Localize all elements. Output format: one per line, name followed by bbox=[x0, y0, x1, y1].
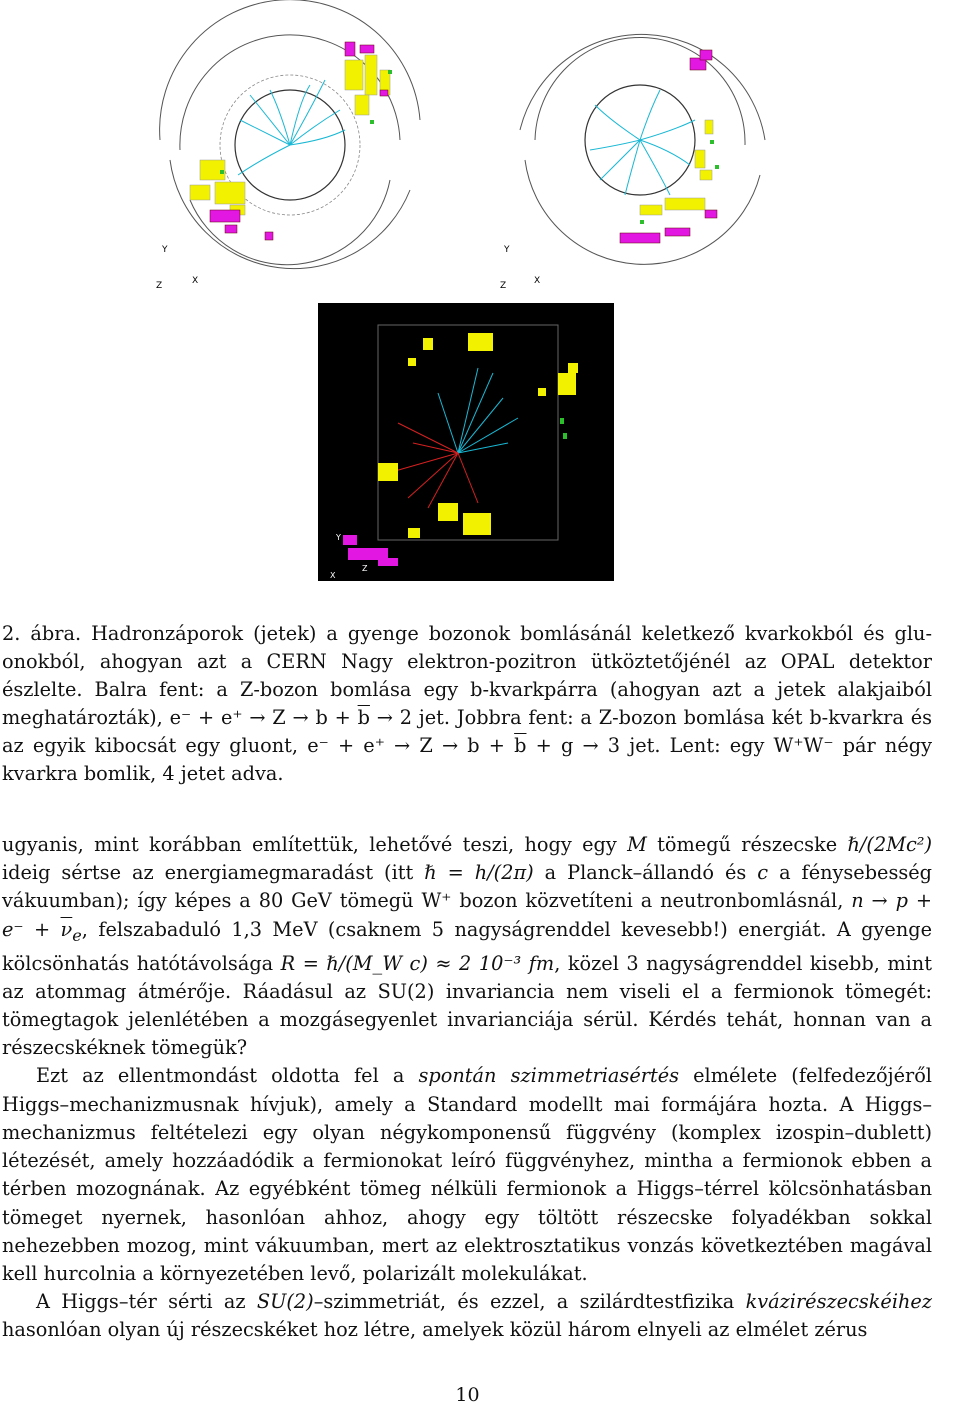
caption-label: 2. ábra. bbox=[2, 622, 82, 645]
figure-right-event bbox=[490, 0, 790, 300]
p1-text-d: a Planck–állandó és bbox=[533, 861, 758, 885]
p1-math-decay: n → p + e⁻ + bbox=[2, 889, 932, 941]
p1-text-f: , felszabaduló 1,3 MeV (csaknem 5 nagyságrenddel kevesebb!) energiát. A gyenge kölcsönhatás hatótávolsága bbox=[2, 917, 932, 975]
p3-emph: kvázirészecskéihez bbox=[745, 1290, 932, 1314]
p1-math-hbar: ℏ/(2Mc²) bbox=[847, 833, 933, 856]
figure-left-event bbox=[140, 0, 440, 300]
figure-caption bbox=[2, 620, 932, 788]
paragraph-1 bbox=[2, 831, 932, 1062]
p1-math-nusub: e bbox=[72, 925, 82, 945]
paragraph-3 bbox=[2, 1288, 932, 1344]
caption-text-3: Lent: egy W⁺W⁻ pár négy kvarkra bomlik, 4 jetet adva. bbox=[2, 734, 932, 785]
reaction-1: e⁻ + e⁺ → Z → b + bbox=[169, 706, 358, 729]
p1-math-nubar: $\overline{\nu}$ bbox=[60, 917, 73, 941]
bbar-1: $\overline{b}$ bbox=[357, 706, 370, 729]
axis-label-y: Y bbox=[336, 533, 341, 542]
bbar-2: $\overline{b}$ bbox=[514, 734, 527, 757]
p1-math-hbar-def: ℏ = h/(2π) bbox=[424, 861, 534, 885]
axis-label-y: Y bbox=[162, 245, 168, 255]
p2-text-a: Ezt az ellentmondást oldotta fel a bbox=[36, 1064, 419, 1088]
axis-label-x: X bbox=[330, 571, 336, 580]
p1-math-m: M bbox=[627, 833, 647, 856]
p3-text-c: hasonlóan olyan új részecskéket hoz létre, amelyek közül három elnyeli az elmélet zérus bbox=[2, 1318, 868, 1342]
p1-text-g: , közel 3 nagyságrenddel kisebb, mint az atommag átmérője. Ráadásul az SU(2) invariancia nem viseli el a fermionok tömegét: tömegtagok jelenlétében a mozgásegyenlet invarianciája sérül. Kérdés tehát, honnan van a részecskéknek tömegük? bbox=[2, 951, 932, 1060]
p1-math-c: c bbox=[757, 861, 769, 885]
axis-label-x: X bbox=[534, 276, 541, 286]
caption-text: Hadronzáporok (jetek) a gyenge bozonok bomlásánál keletkező kvarkokból és gluonokból, ahogyan azt a CERN Nagy elektron-pozitron ütköztetőjénél az OPAL detektor észlelte. Balra fent: a Z-bozon bomlása egy b-kvarkpárra (ahogyan azt a jetek alakjaiból meghatározták), bbox=[2, 622, 932, 729]
p2-text-b: elmélete (felfedezőjéről Higgs–mechanizmusnak hívjuk), amely a Standard modellt mai formájára hozta. A Higgs–mechanizmus feltételezi egy olyan négykomponensű függvény (komplex izospin–dublett) létezését, amely hozzáadódik a fermionokat leíró függvényhez, mintha a fermionok ebben a térben mozognának. Az egyébként tömeg nélküli fermionok a Higgs–térrel kölcsönhatásban tömeget nyernek, hasonlóan ahhoz, ahogy egy töltött részecske folyadékban sokkal nehezebben mozog, mint vákuumban, mert az elektrosztatikus vonzás következtében magával kell hurcolnia a környezetében levő, polarizált molekulákat. bbox=[2, 1064, 932, 1285]
body-text bbox=[2, 831, 932, 1345]
page-number: 10 bbox=[455, 1384, 480, 1406]
p1-text-e: a fénysebesség vákuumban); így képes a 80 GeV tömegü W⁺ bozon közvetíteni a neutronbomlásnál, bbox=[2, 861, 933, 913]
p3-text-b: –szimmetriát, és ezzel, a szilárdtestfizika bbox=[313, 1290, 746, 1314]
axis-label-x: X bbox=[192, 276, 199, 286]
figure-bottom-event bbox=[318, 303, 614, 581]
p3-text-a: A Higgs–tér sérti az bbox=[36, 1290, 257, 1314]
p2-emph: spontán szimmetriasértés bbox=[418, 1064, 679, 1088]
axis-label-z: Z bbox=[362, 564, 368, 573]
axis-label-z: Z bbox=[156, 281, 163, 291]
caption-text-2: Jobbra fent: a Z-bozon bomlása két b-kvarkra és az egyik kibocsát egy gluont, bbox=[2, 706, 933, 757]
paragraph-2 bbox=[2, 1062, 932, 1288]
p1-text-a: ugyanis, mint korábban említettük, lehetővé teszi, hogy egy bbox=[2, 833, 628, 856]
p1-math-range: R = ℏ/(M_W c) ≈ 2 10⁻³ fm bbox=[280, 951, 555, 975]
axis-label-y: Y bbox=[504, 245, 510, 255]
axis-label-z: Z bbox=[500, 281, 507, 291]
jets-2: + g → 3 jet. bbox=[526, 734, 661, 757]
p1-text-c: ideig sértse az energiamegmaradást (itt bbox=[2, 861, 425, 885]
p1-text-b: tömegű részecske bbox=[646, 833, 848, 856]
reaction-2: e⁻ + e⁺ → Z → b + bbox=[307, 734, 515, 757]
p3-math-su2: SU(2) bbox=[256, 1290, 314, 1314]
jets-1: → 2 jet. bbox=[369, 706, 451, 729]
